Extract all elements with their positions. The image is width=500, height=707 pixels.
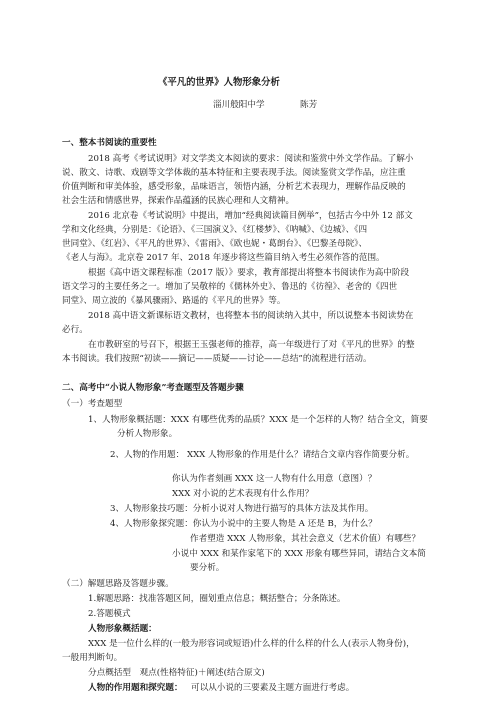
paragraph-line: 同堂》、周立波的《暴风骤雨》、路遥的《平凡的世界》等。 <box>62 296 286 306</box>
subheading: （一）考查题型 <box>62 399 123 409</box>
subheading: （二）解题思路及答题步骤。 <box>62 579 174 589</box>
paragraph-line: 社会生活和情感世界，探索作品蕴涵的民族心理和人文精神。 <box>62 196 295 206</box>
paragraph-line: 在市教研室的号召下，根据王玉强老师的推荐，高一年级进行了对《平凡的世界》的整 <box>88 340 415 350</box>
paragraph-line: 必行。 <box>62 325 88 335</box>
formula-line: 分点概括型 观点(性格特征)＋阐述(结合原文) <box>88 668 265 678</box>
paragraph-line: 学和文化经典，分别是：《论语》、《三国演义》、《红楼梦》、《呐喊》、《边城》、《四 <box>62 225 368 235</box>
paragraph-line: 根据《高中语文课程标准（2017 版）》要求，教育部提出将整本书阅读作为高中阶段 <box>88 268 410 278</box>
paragraph-line: 2018 高考《考试说明》对文学类文本阅读的要求：阅读和鉴赏中外文学作品。了解小 <box>88 154 414 164</box>
question-line: 你认为作者刻画 XXX 这一人物有什么用意（意图）？ <box>172 474 377 484</box>
paragraph-line: 本书阅读。我们按照“初读——摘记——质疑——讨论——总结”的流程进行活动。 <box>62 354 372 364</box>
question-line: 要分析。 <box>190 563 225 573</box>
question-line: 作者塑造 XXX 人物形象，其社会意义（艺术价值）有哪些？ <box>190 534 421 544</box>
paragraph-line: 语文学习的主要任务之一。增加了吴敬梓的《儒林外史》、鲁迅的《彷徨》、老舍的《四世 <box>62 282 398 292</box>
paragraph-line: 《老人与海》。北京卷 2017 年、2018 年逐步将这些篇目纳入考生必须作答的范围。 <box>62 253 385 263</box>
section-1-heading: 一、整本书阅读的重要性 <box>62 138 157 148</box>
bold-label: 人物的作用题和探究题： <box>88 683 183 693</box>
question-line: XXX 对小说的艺术表现有什么作用？ <box>172 489 314 499</box>
question-line: 4、人物形象探究题：你认为小说中的主要人物是 A 还是 B，为什么？ <box>110 519 377 529</box>
paragraph-line: 2016 北京卷《考试说明》中提出，增加“经典阅读篇目例举”，包括古今中外 12 部文 <box>88 211 413 221</box>
formula-line: 一般用判断句。 <box>62 653 123 663</box>
bold-label: 人物形象概括题： <box>88 624 157 634</box>
question-line: 3、人物形象技巧题：分析小说对人物进行描写的具体方法及其作用。 <box>110 504 374 514</box>
paragraph-line: 价值判断和审美体验，感受形象，品味语言，领悟内涵，分析艺术表现力，理解作品反映的 <box>62 182 406 192</box>
step-line: 2.答题模式 <box>88 609 131 619</box>
document-title: 《平凡的世界》人物形象分析 <box>158 77 280 88</box>
formula-line: XXX 是一位什么样的(一般为形容词或短语)什么样的什么样的什么人(表示人物身份)， <box>88 639 415 649</box>
paragraph-line: 2018 高中语文新课标语文教材，也将整本书的阅读纳入其中，所以说整本书阅读势在 <box>88 311 414 321</box>
school-name: 淄川般阳中学 <box>213 100 265 110</box>
question-line: 小说中 XXX 和某作家笔下的 XXX 形象有哪些异同，请结合文本简 <box>172 549 426 559</box>
paragraph-line: 世同堂》、《红岩》、《平凡的世界》、《雷雨》、《欧也妮・葛朗台》、《巴黎圣母院》、 <box>62 239 368 249</box>
question-line: 1、人物形象概括题：XXX 有哪些优秀的品质？XXX 是一个怎样的人物？结合全文，简要 <box>88 415 428 425</box>
section-2-heading: 二、高考中“小说人物形象”考查题型及答题步骤 <box>62 383 244 393</box>
author-name: 陈芳 <box>300 100 318 110</box>
formula-line: 可以从小说的三要素及主题方面进行考虑。 <box>191 683 355 693</box>
question-line: 分析人物形象。 <box>117 429 178 439</box>
step-line: 1.解题思路：找准答题区间，圈划重点信息；概括整合；分条陈述。 <box>88 594 346 604</box>
paragraph-line: 说、散文、诗歌、戏剧等文学体裁的基本特征和主要表现手法。阅读鉴赏文学作品，应注重 <box>62 168 406 178</box>
question-line: 2、人物的作用题： XXX 人物形象的作用是什么？请结合文章内容作简要分析。 <box>110 450 415 460</box>
